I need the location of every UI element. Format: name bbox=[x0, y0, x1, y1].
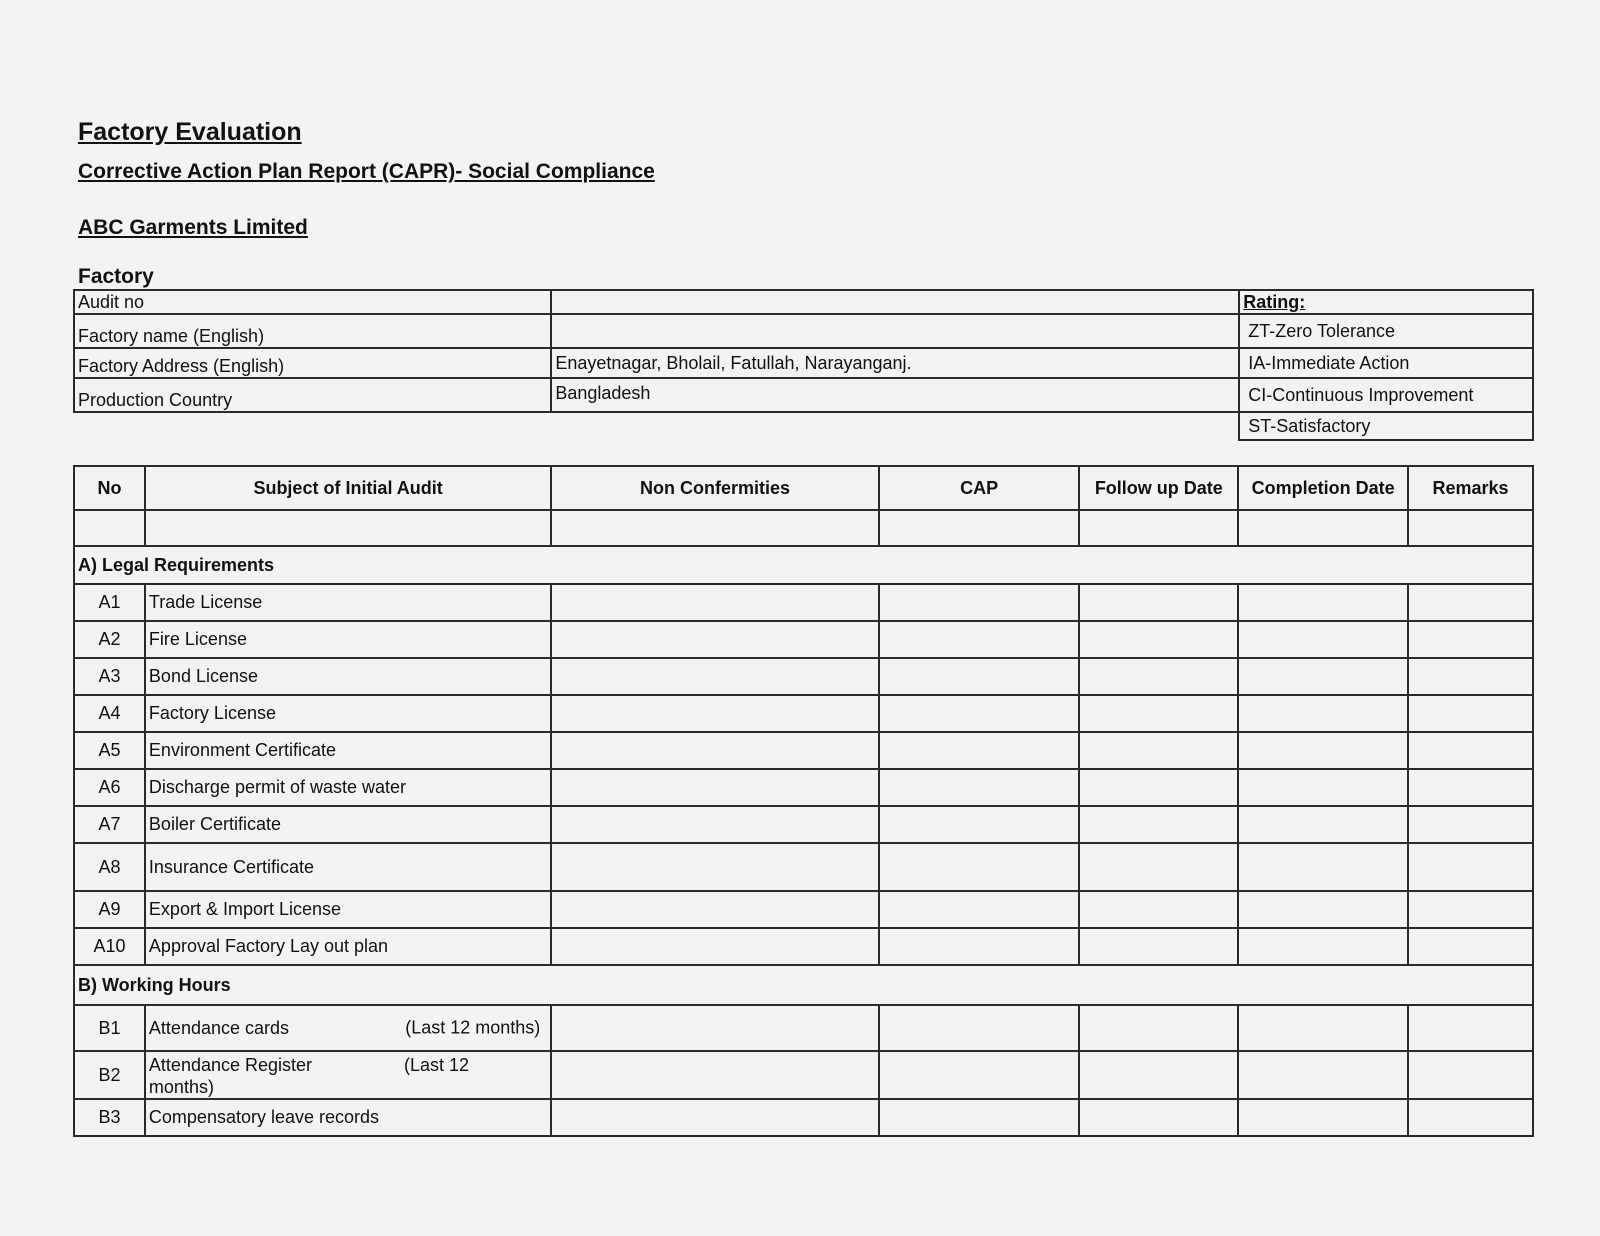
table-row bbox=[74, 621, 1533, 658]
column-header-completion-date: Completion Date bbox=[1238, 466, 1408, 510]
info-label: Audit no bbox=[74, 290, 551, 314]
row-subject: Approval Factory Lay out plan bbox=[145, 928, 551, 965]
row-no: B1 bbox=[74, 1005, 145, 1051]
table-row bbox=[74, 1005, 1533, 1051]
info-label: Factory Address (English) bbox=[74, 348, 551, 378]
column-header-cap: CAP bbox=[879, 466, 1080, 510]
column-header-follow-up-date: Follow up Date bbox=[1079, 466, 1238, 510]
row-subject: Insurance Certificate bbox=[145, 843, 551, 891]
row-subject: Attendance Register bbox=[148, 1055, 313, 1075]
table-row bbox=[74, 843, 1533, 891]
capr-table bbox=[73, 465, 1534, 1137]
section-title: B) Working Hours bbox=[74, 965, 1533, 1005]
factory-section-label: Factory bbox=[78, 265, 154, 288]
row-no: A6 bbox=[74, 769, 145, 806]
row-subject-note-continued: months) bbox=[148, 1077, 214, 1097]
row-no: B2 bbox=[74, 1051, 145, 1099]
info-row bbox=[74, 412, 1533, 440]
row-no: A5 bbox=[74, 732, 145, 769]
row-subject: Factory License bbox=[145, 695, 551, 732]
row-subject: Trade License bbox=[145, 584, 551, 621]
info-row bbox=[74, 378, 1533, 412]
row-subject: Compensatory leave records bbox=[145, 1099, 551, 1136]
row-no: A3 bbox=[74, 658, 145, 695]
info-row bbox=[74, 314, 1533, 348]
section-title: A) Legal Requirements bbox=[74, 546, 1533, 584]
row-no: A9 bbox=[74, 891, 145, 928]
row-subject: Fire License bbox=[145, 621, 551, 658]
factory-info-table bbox=[73, 289, 1534, 441]
table-row bbox=[74, 928, 1533, 965]
empty-row bbox=[74, 510, 1533, 546]
info-label: Production Country bbox=[74, 378, 551, 412]
rating-item: ZT-Zero Tolerance bbox=[1239, 314, 1533, 348]
info-row bbox=[74, 348, 1533, 378]
rating-item: IA-Immediate Action bbox=[1239, 348, 1533, 378]
row-subject: Bond License bbox=[145, 658, 551, 695]
info-label: Factory name (English) bbox=[74, 314, 551, 348]
table-row bbox=[74, 769, 1533, 806]
document-title: Factory Evaluation bbox=[78, 118, 302, 146]
info-row bbox=[74, 290, 1533, 314]
info-value bbox=[551, 290, 1239, 314]
rating-item: CI-Continuous Improvement bbox=[1239, 378, 1533, 412]
row-subject: Export & Import License bbox=[145, 891, 551, 928]
table-row bbox=[74, 695, 1533, 732]
row-subject: Discharge permit of waste water bbox=[145, 769, 551, 806]
table-row bbox=[74, 658, 1533, 695]
table-row bbox=[74, 584, 1533, 621]
row-no: A8 bbox=[74, 843, 145, 891]
table-header-row bbox=[74, 466, 1533, 510]
row-subject-note: (Last 12 bbox=[404, 1055, 470, 1075]
column-header-subject: Subject of Initial Audit bbox=[145, 466, 551, 510]
row-no: A1 bbox=[74, 584, 145, 621]
row-no: A7 bbox=[74, 806, 145, 843]
rating-item: ST-Satisfactory bbox=[1239, 412, 1533, 440]
info-value: Enayetnagar, Bholail, Fatullah, Narayanganj. bbox=[551, 348, 1239, 378]
document-subtitle: Corrective Action Plan Report (CAPR)- Social Compliance bbox=[78, 160, 655, 183]
row-subject: Attendance cards bbox=[148, 1017, 290, 1038]
section-row-legal bbox=[74, 546, 1533, 584]
row-subject-cell bbox=[145, 1005, 551, 1051]
info-value: Bangladesh bbox=[551, 378, 1239, 412]
row-subject-cell bbox=[145, 1051, 551, 1099]
row-subject-note: (Last 12 months) bbox=[405, 1017, 541, 1038]
row-no: B3 bbox=[74, 1099, 145, 1136]
column-header-remarks: Remarks bbox=[1408, 466, 1533, 510]
section-row-working-hours bbox=[74, 965, 1533, 1005]
row-subject: Boiler Certificate bbox=[145, 806, 551, 843]
row-no: A4 bbox=[74, 695, 145, 732]
column-header-no: No bbox=[74, 466, 145, 510]
table-row bbox=[74, 732, 1533, 769]
column-header-non-conformities: Non Confermities bbox=[551, 466, 879, 510]
table-row bbox=[74, 1051, 1533, 1099]
table-row bbox=[74, 891, 1533, 928]
rating-title: Rating: bbox=[1239, 290, 1533, 314]
row-no: A2 bbox=[74, 621, 145, 658]
row-subject: Environment Certificate bbox=[145, 732, 551, 769]
table-row bbox=[74, 1099, 1533, 1136]
row-no: A10 bbox=[74, 928, 145, 965]
company-name: ABC Garments Limited bbox=[78, 216, 308, 239]
info-value bbox=[551, 314, 1239, 348]
table-row bbox=[74, 806, 1533, 843]
